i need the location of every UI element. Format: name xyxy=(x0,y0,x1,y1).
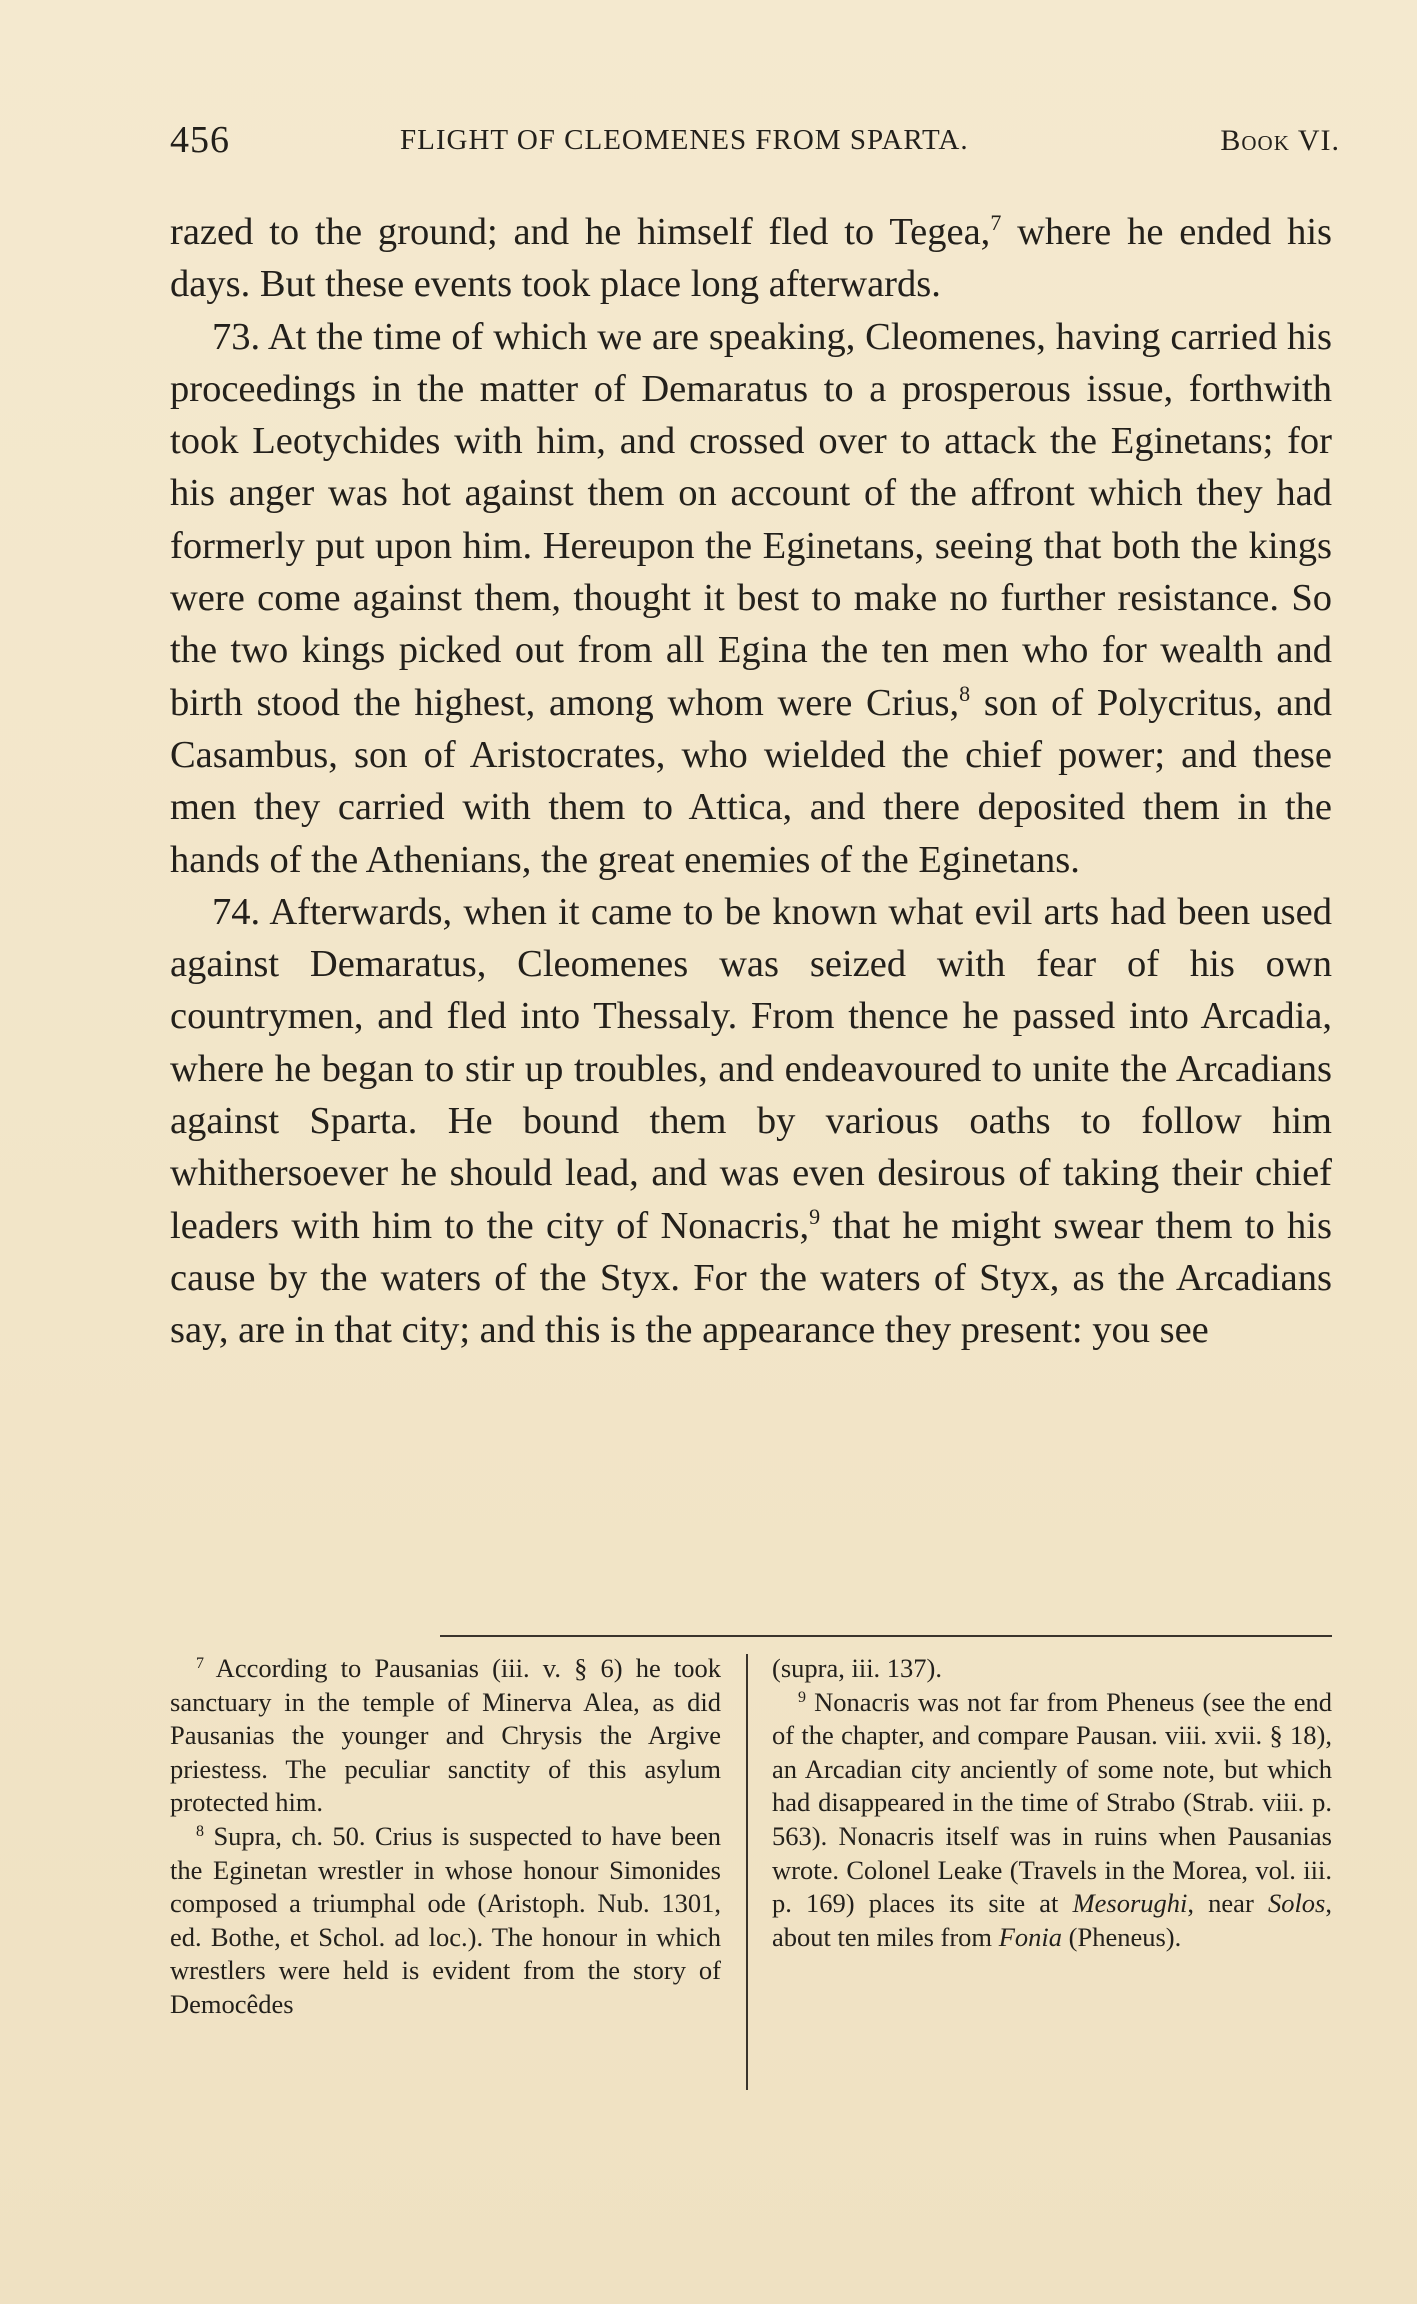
footnote-column-left xyxy=(170,1652,721,2022)
paragraph-text: 73. At the time of which we are speaking, Cleomenes, having carried his proceedings in the matter of Demaratus to a prosperous issue, forthwith took Leotychides with him, and crossed over to attack the Eginetans; for his anger was hot against them on account of the affront which they had formerly put upon him. Hereupon the Eginetans, seeing that both the kings were come against them, thought it best to make no further resistance. So the two kings picked out from all Egina the ten men who for wealth and birth stood the highest, among whom were Crius, xyxy=(170,315,1332,724)
footnote-ref-8: 8 xyxy=(959,680,971,706)
footnote-8-continuation: (supra, iii. 137). xyxy=(772,1653,943,1683)
footnote-7 xyxy=(170,1652,721,1820)
place-name: Fonia xyxy=(998,1921,1062,1952)
paragraph-text: 74. Afterwards, when it came to be known what evil arts had been used against Demaratus, Cleomenes was seized with fear of his own countrymen, and fled into Thessaly. From thence he passed into Arcadia, where he began to stir up troubles, and endeavoured to unite the Arcadians against Sparta. He bound them by various oaths to follow him whithersoever he should lead, and was even desirous of taking their chief leaders with him to the city of Nonacris, xyxy=(170,890,1332,1247)
footnote-8 xyxy=(170,1820,721,2022)
footnotes xyxy=(170,1652,1332,2092)
page-number: 456 xyxy=(170,119,230,161)
footnote-number: 9 xyxy=(798,1688,806,1706)
footnote-text: According to Pausanias (iii. v. § 6) he took sanctuary in the temple of Minerva Alea, as did Pausanias the younger and Chrysis the Argive priestess. The peculiar sanctity of this asylum protected him. xyxy=(170,1653,721,1818)
footnote-column-divider xyxy=(746,1654,748,2090)
paragraph-text: razed to the ground; and he himself fled to Tegea, xyxy=(170,211,991,253)
place-name: Mesorughi xyxy=(1072,1888,1188,1919)
book-label: Book VI. xyxy=(1220,124,1340,157)
footnote-text: , about ten miles from xyxy=(772,1888,1332,1952)
footnote-text: , near xyxy=(1187,1888,1268,1919)
footnote-text: Supra, ch. 50. Crius is suspected to have been the Eginetan wrestler in whose honour Simonides composed a triumphal ode (Aristoph. Nub. 1301, ed. Bothe, et Schol. ad loc.). The honour in which wrestlers were held is evident from the story of Democêdes xyxy=(170,1820,721,2019)
paragraph-text: that he might swear them to his cause by the waters of the Styx. For the waters of Styx, as the Arcadians say, are in that city; and this is the appearance they present: you see xyxy=(170,1204,1332,1352)
footnote-text: Nonacris was not far from Pheneus (see the end of the chapter, and compare Pausan. viii. xvii. § 18), an Arcadian city anciently of some note, but which had disappeared in the time of Strabo (Strab. viii. p. 563). Nonacris itself was in ruins when Pausanias wrote. Colonel Leake (Travels in the Morea, vol. iii. p. 169) places its site at xyxy=(772,1686,1332,1919)
paragraph-continuation xyxy=(170,206,1332,311)
paragraph-text: son of Polycritus, and Casambus, son of Aristocrates, who wielded the chief power; and these men they carried with them to Attica, and there deposited them in the hands of the Athenians, the great enemies of the Eginetans. xyxy=(170,681,1332,881)
footnote-ref-7: 7 xyxy=(990,210,1002,235)
footnote-number: 8 xyxy=(196,1822,204,1840)
footnote-text: (Pheneus). xyxy=(1062,1921,1182,1952)
paragraph-text: where he ended his days. But these events took place long afterwards. xyxy=(170,211,1332,306)
place-name: Solos xyxy=(1267,1888,1326,1919)
page-header xyxy=(170,118,1340,168)
footnote-ref-9: 9 xyxy=(809,1203,821,1229)
running-title: FLIGHT OF CLEOMENES FROM SPARTA. xyxy=(400,124,969,156)
paragraph-74 xyxy=(170,886,1332,1357)
paragraph-73 xyxy=(170,311,1332,886)
footnote-column-right xyxy=(772,1652,1332,1954)
footnote-9 xyxy=(772,1686,1332,1955)
main-text xyxy=(170,206,1332,1357)
footnote-rule xyxy=(440,1635,1332,1637)
footnote-number: 7 xyxy=(196,1655,204,1672)
